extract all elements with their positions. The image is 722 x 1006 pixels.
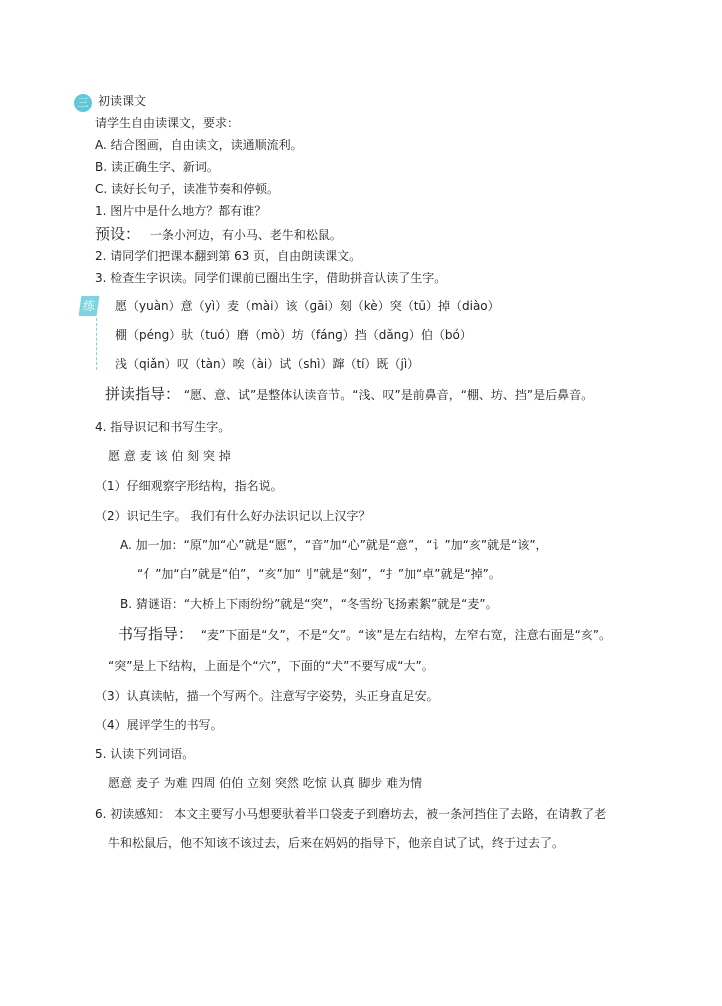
section-number-icon: 三	[74, 94, 92, 112]
char-row-3: 浅（qiǎn）叹（tàn）唉（ài）试（shì）蹿（tí）既（jì）	[115, 357, 420, 371]
practice-divider	[96, 318, 97, 370]
requirement-a: A. 结合图画，自由读文，读通顺流利。	[95, 138, 303, 152]
intro-text: 请学生自由读课文，要求：	[95, 116, 240, 130]
sub-step-2: （2）识记生字。 我们有什么好办法识记以上汉字？	[95, 509, 371, 523]
writing-guide-text-2: “突”是上下结构，上面是个“穴”，下面的“犬”不要写成“大”。	[108, 659, 434, 673]
step-3: 3. 检查生字识读。同学们课前已圈出生字，借助拼音认读了生字。	[95, 271, 447, 285]
yushe-label: 预设：	[95, 225, 141, 243]
char-row-1: 愿（yuàn）意（yì）麦（mài）该（ɡāi）刻（kè）突（tū）掉（diào）	[115, 299, 500, 313]
sub-step-3: （3）认真读帖，描一个写两个。注意写字姿势，头正身直足安。	[95, 689, 439, 703]
yushe-text: 一条小河边，有小马、老牛和松鼠。	[149, 228, 342, 242]
sub-step-1: （1）仔细观察字形结构，指名说。	[95, 479, 283, 493]
sub-step-4: （4）展评学生的书写。	[95, 718, 223, 732]
pinyin-guide-text: “愿、意、试”是整体认读音节。“浅、叹”是前鼻音，“棚、坊、挡”是后鼻音。	[183, 388, 594, 402]
step-2: 2. 请同学们把课本翻到第 63 页，自由朗读课文。	[95, 249, 362, 263]
step-5: 5. 认读下列词语。	[95, 747, 195, 761]
requirement-c: C. 读好长句子，读准节奏和停顿。	[95, 182, 280, 196]
method-a-line-2: “亻”加“白”就是“伯”，“亥”加“刂”就是“刻”，“扌”加“卓”就是“掉”。	[137, 567, 501, 581]
pinyin-guide-label: 拼读指导：	[105, 385, 181, 403]
requirement-b: B. 读正确生字、新词。	[95, 160, 219, 174]
step-6-line-2: 牛和松鼠后，他不知该不该过去，后来在妈妈的指导下，他亲自试了试，终于过去了。	[108, 836, 565, 850]
char-row-2: 棚（péng）驮（tuó）磨（mò）坊（fánɡ）挡（dǎnɡ）伯（bó）	[115, 328, 472, 342]
practice-icon: 练	[79, 296, 100, 316]
method-b: B. 猜谜语：“大桥上下雨纷纷”就是“突”，“冬雪纷飞扬素絮”就是“麦”。	[120, 597, 498, 611]
section-title: 初读课文	[98, 94, 147, 108]
writing-guide-label: 书写指导：	[118, 625, 194, 643]
chars-list: 愿 意 麦 该 伯 刻 突 掉	[108, 449, 231, 463]
writing-guide-text: “麦”下面是“夂”，不是“攵”。“该”是左右结构，左窄右宽，注意右面是“亥”。	[200, 628, 612, 642]
step-6-line-1: 6. 初读感知： 本文主要写小马想要驮着半口袋麦子到磨坊去，被一条河挡住了去路，在请教了老	[95, 807, 607, 821]
method-a-line-1: A. 加一加：“原”加“心”就是“愿”，“音”加“心”就是“意”，“讠”加“亥”就是“该”，	[120, 538, 548, 552]
step-4: 4. 指导识记和书写生字。	[95, 420, 231, 434]
question-1: 1. 图片中是什么地方？都有谁？	[95, 204, 267, 218]
word-list: 愿意 麦子 为难 四周 伯伯 立刻 突然 吃惊 认真 脚步 难为情	[108, 776, 423, 790]
